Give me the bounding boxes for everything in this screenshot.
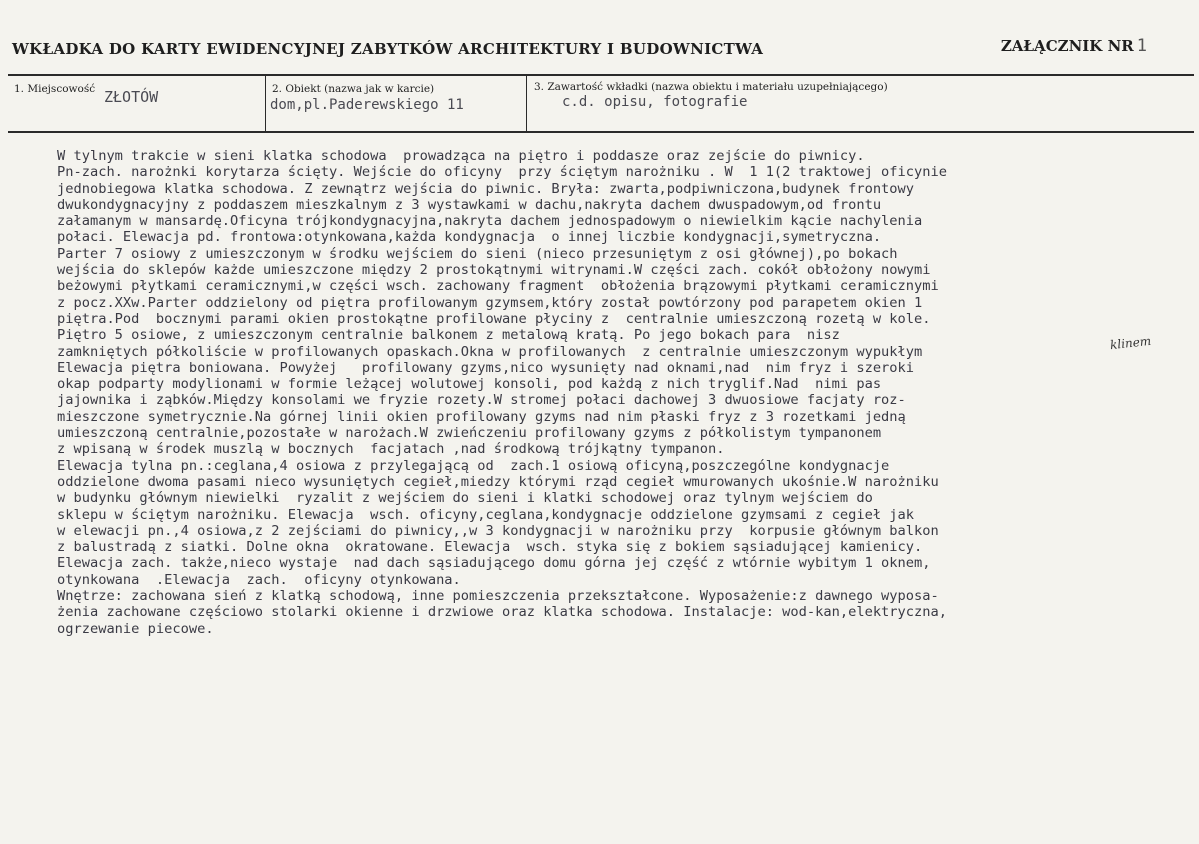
locality-label: 1. Miejscowość — [14, 83, 96, 95]
annex-label — [1001, 36, 1147, 56]
rule-divider-2 — [526, 75, 527, 132]
rule-bottom — [8, 131, 1194, 133]
description-line: ogrzewanie piecowe. — [57, 620, 214, 637]
description-line: oddzielone dwoma pasami nieco wysuniętych cegieł,miedzy którymi rząd cegieł wmurowanych ukośnie.W narożniku — [57, 473, 939, 490]
card-header — [12, 36, 1192, 62]
description-line: otynkowana .Elewacja zach. oficyny otynkowana. — [57, 571, 461, 588]
contents-label: 3. Zawartość wkładki (nazwa obiektu i materiału uzupełniającego) — [534, 81, 888, 93]
description-line: Wnętrze: zachowana sień z klatką schodową, inne pomieszczenia przekształcone. Wyposażenie:z dawnego wyposa- — [57, 588, 939, 605]
description-line: z wpisaną w środek muszlą w bocznych facjatach ,nad środkową trójkątny tympanon. — [57, 441, 725, 458]
annex-label-text: ZAŁĄCZNIK NR — [1000, 37, 1134, 55]
description-line: okap podparty modylionami w formie leżącej wolutowej konsoli, pod każdą z nich tryglif.Nad nimi pas — [57, 376, 882, 393]
object-label: 2. Obiekt (nazwa jak w karcie) — [272, 83, 435, 95]
description-line: jednobiegowa klatka schodowa. Z zewnątrz wejścia do piwnic. Bryła: zwarta,podpiwniczona,budynek frontowy — [57, 180, 915, 197]
description-line: piętra.Pod bocznymi parami okien prostokątne profilowane płyciny z centralnie umieszczoną rozetą w kole. — [57, 310, 931, 327]
description-line: W tylnym trakcie w sieni klatka schodowa prowadząca na piętro i poddasze oraz zejście do piwnicy. — [57, 148, 865, 164]
description-line: Piętro 5 osiowe, z umieszczonym centralnie balkonem z metalową kratą. Po jego bokach para nisz — [57, 327, 840, 344]
description-line: z balustradą z siatki. Dolne okna okratowane. Elewacja wsch. styka się z bokiem sąsiadującej kamienicy. — [57, 539, 923, 556]
description-line: Parter 7 osiowy z umieszczonym w środku wejściem do sieni (nieco przesuniętym z osi głównej),po bokach — [57, 245, 898, 262]
description-line: mieszczone symetrycznie.Na górnej linii okien profilowany gzyms nad nim płaski fryz z 3 rozetkami jedną — [57, 408, 906, 425]
annex-number: 1 — [1136, 36, 1147, 56]
description-line: dwukondygnacyjny z poddaszem mieszkalnym z 3 wystawkami w dachu,nakryta dachem dwuspadowym,od frontu — [57, 196, 882, 213]
description-line: Pn-zach. narożnki korytarza ścięty. Wejście do oficyny przy ściętym narożniku . W 1 1(2 traktowej oficynie — [57, 164, 947, 181]
description-line: wejścia do sklepów każde umieszczone między 2 prostokątnymi witrynami.W części zach. cokół obłożony nowymi — [57, 262, 931, 279]
description-line: połaci. Elewacja pd. frontowa:otynkowana,każda kondygnacja o innej liczbie kondygnacji,symetryczna. — [57, 229, 882, 246]
description-line: umieszczoną centralnie,pozostałe w narożach.W zwieńczeniu profilowany gzyms z półkolistym tympanonem — [57, 425, 882, 442]
rule-divider-1 — [265, 75, 266, 132]
description-line: jajownika i ząbków.Między konsolami we fryzie rozety.W stromej połaci dachowej 3 dwuosiowe facjaty roz- — [57, 392, 906, 409]
rule-top — [8, 74, 1194, 76]
description-line: w elewacji pn.,4 osiowa,z 2 zejściami do piwnicy,,w 3 kondygnacji w narożniku przy korpusie głównym balkon — [57, 522, 939, 539]
card-title: WKŁADKA DO KARTY EWIDENCYJNEJ ZABYTKÓW ARCHITEKTURY I BUDOWNICTWA — [12, 40, 764, 58]
description-line: w budynku głównym niewielki ryzalit z wejściem do sieni i klatki schodowej oraz tylnym wejściem do — [57, 490, 873, 507]
description-line: żenia zachowane częściowo stolarki okienne i drzwiowe oraz klatka schodowa. Instalacje: wod-kan,elektryczna, — [57, 604, 947, 621]
description-text — [57, 148, 1187, 637]
description-line: Elewacja tylna pn.:ceglana,4 osiowa z przylegającą od zach.1 osiową oficyną,poszczególne kondygnacje — [57, 457, 890, 474]
description-line: zamkniętych półkoliście w profilowanych opaskach.Okna w profilowanych z centralnie umieszczonym wypukłym — [57, 343, 923, 360]
description-line: Elewacja zach. także,nieco wystaje nad dach sąsiadującego domu górna jej część z wtórnie wybitym 1 oknem, — [57, 555, 931, 572]
object-value: dom,pl.Paderewskiego 11 — [270, 97, 464, 113]
description-line: sklepu w ściętym narożniku. Elewacja wsch. oficyny,ceglana,kondygnacje oddzielone gzymsami z cegieł jak — [57, 506, 915, 523]
description-line: beżowymi płytkami ceramicznymi,w części wsch. zachowany fragment obłożenia brązowymi płytkami ceramicznymi — [57, 278, 939, 295]
contents-value: c.d. opisu, fotografie — [562, 94, 748, 110]
locality-value: ZŁOTÓW — [104, 88, 159, 106]
handwritten-note: klinem — [1109, 333, 1152, 353]
description-line: Elewacja piętra boniowana. Powyżej profilowany gzyms,nico wysunięty nad oknami,nad nim fryz i szeroki — [57, 359, 915, 376]
description-line: z pocz.XXw.Parter oddzielony od piętra profilowanym gzymsem,który został powtórzony pod parapetem okien 1 — [57, 294, 923, 311]
description-line: załamanym w mansardę.Oficyna trójkondygnacyjna,nakryta dachem jednospadowym o niewielkim kącie nachylenia — [57, 213, 923, 230]
